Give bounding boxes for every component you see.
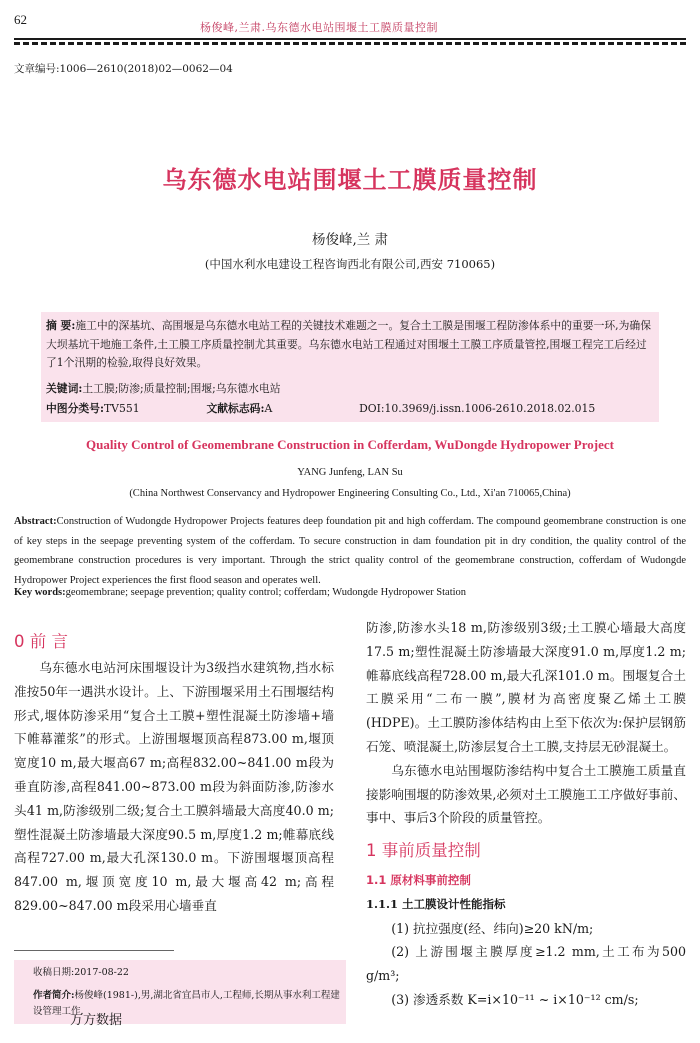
- affiliation-en: (China Northwest Conservancy and Hydropower Engineering Consulting Co., Ltd., Xi'an 710065,China): [129, 488, 571, 499]
- doi: DOI:10.3969/j.issn.1006-2610.2018.02.015: [359, 402, 596, 415]
- subsubsection-heading: 1.1.1 土工膜设计性能指标: [366, 896, 506, 911]
- watermark: 万方数据: [70, 1013, 123, 1028]
- keywords-en-text: geomembrane; seepage prevention; quality control; cofferdam; Wudongde Hydropower Station: [65, 587, 467, 598]
- keywords-cn: [46, 380, 654, 399]
- footnote-received: 收稿日期:2017-08-22: [33, 967, 129, 978]
- keywords-label: 关键词:: [46, 382, 83, 395]
- clc-value: TV551: [103, 402, 140, 415]
- page-number: 62: [14, 12, 27, 27]
- authors-cn: 杨俊峰,兰 肃: [311, 232, 389, 248]
- abstract-en-label: Abstract:: [14, 516, 57, 527]
- list-item: (3) 渗透系数 K=i×10⁻¹¹ ~ i×10⁻¹² cm/s;: [391, 991, 639, 1007]
- subsection-heading: 1.1 原材料事前控制: [366, 872, 471, 887]
- paper-title-cn: 乌东德水电站围堰土工膜质量控制: [162, 166, 538, 194]
- footnote-rule: [14, 950, 174, 951]
- keywords-en-label: Key words:: [14, 587, 66, 598]
- paper-title-en: Quality Control of Geomembrane Construction in Cofferdam, WuDongde Hydropower Project: [86, 437, 614, 452]
- paragraph: 乌东德水电站围堰防渗结构中复合土工膜施工质量直接影响围堰的防渗效果,必须对土工膜施工工序做好事前、事中、事后3个阶段的质量管控。: [366, 762, 686, 826]
- paragraph: 乌东德水电站河床围堰设计为3级挡水建筑物,挡水标准按50年一遇洪水设计。上、下游围堰采用土石围堰结构形式,堰体防渗采用“复合土工膜+塑性混凝土防渗墙+墙下帷幕灌浆”的形式。上游围堰堰顶高程873.00 m,堰顶宽度10 m,最大堰高67 m;高程832.00~841.00 m段为垂直防渗,高程841.00~873.00 m段为斜面防渗,防渗水头41 m,防渗级别二级;复合土工膜斜墙最大高度40.0 m;塑性混凝土防渗墙最大深度90.5 m,厚度1.2 m;帷幕底线高程727.00 m,最大孔深130.0 m。下游围堰堰顶高程847.00 m,堰顶宽度10 m,最大堰高42 m;高程829.00~847.00 m段采用心墙垂直: [14, 660, 334, 913]
- abstract-en-text: Construction of Wudongde Hydropower Projects features deep foundation pit and high cofferdam. The compound geomembrane construction is one of key steps in the seepage preventing system of the cofferdam. To secure construction in dam foundation pit in dry condition, the quality control of the geomembrane construction procedures is very important. Through the strict quality control of the geomembrane construction, cofferdam of Wudongde Hydropower Project experiences the first flood season and operates well.: [14, 516, 686, 586]
- doc-code-label: 文献标志码:: [206, 402, 265, 415]
- list-item: (2) 上游围堰主膜厚度≥1.2 mm,土工布为500 g/m³;: [366, 944, 686, 984]
- header-rule-dashed: [14, 42, 686, 45]
- right-column: [366, 616, 686, 1012]
- section-heading-0: 0 前 言: [14, 632, 68, 651]
- list-item: (1) 抗拉强度(经、纬向)≥20 kN/m;: [391, 920, 594, 936]
- clc-label: 中图分类号:: [46, 402, 104, 415]
- header-rule: [14, 38, 686, 40]
- classification-line: [46, 400, 654, 419]
- running-title: 杨俊峰,兰肃.乌东德水电站围堰土工膜质量控制: [200, 21, 438, 34]
- doc-code-value: A: [264, 402, 273, 415]
- keywords-text: 土工膜;防渗;质量控制;围堰;乌东德水电站: [82, 382, 281, 395]
- abstract-en: [14, 512, 686, 590]
- paragraph-cont: 防渗,防渗水头18 m,防渗级别3级;土工膜心墙最大高度17.5 m;塑性混凝土防渗墙最大深度91.0 m,厚度1.2 m;帷幕底线高程728.00 m,最大孔深101.0 m。围堰复合土工膜采用“二布一膜”,膜材为高密度聚乙烯土工膜(HDPE)。土工膜防渗体结构由上至下依次为:保护层钢筋石笼、喷混凝土,防渗层复合土工膜,支持层无砂混凝土。: [366, 620, 686, 754]
- abstract-cn: [46, 317, 654, 373]
- section-heading-1: 1 事前质量控制: [366, 841, 481, 861]
- footnote-author-label: 作者简介:: [33, 990, 75, 1001]
- article-number: 文章编号:1006—2610(2018)02—0062—04: [14, 63, 233, 75]
- affiliation-cn: (中国水利水电建设工程咨询西北有限公司,西安 710065): [204, 257, 496, 271]
- footnote-author-bio: 杨俊峰(1981-),男,湖北省宜昌市人,工程师,长期从事水利工程建设管理工作.: [33, 990, 340, 1017]
- left-column: [14, 656, 334, 918]
- authors-en: YANG Junfeng, LAN Su: [297, 467, 403, 478]
- keywords-en: [14, 587, 686, 598]
- abstract-text: 施工中的深基坑、高围堰是乌东德水电站工程的关键技术难题之一。复合土工膜是围堰工程防渗体系中的重要一环,为确保大坝基坑干地施工条件,土工膜工序质量控制尤其重要。乌东德水电站工程通过对围堰土工膜工序质量管控,围堰工程完工后经过了1个汛期的检验,取得良好效果。: [46, 319, 652, 369]
- abstract-label: 摘 要:: [46, 319, 76, 332]
